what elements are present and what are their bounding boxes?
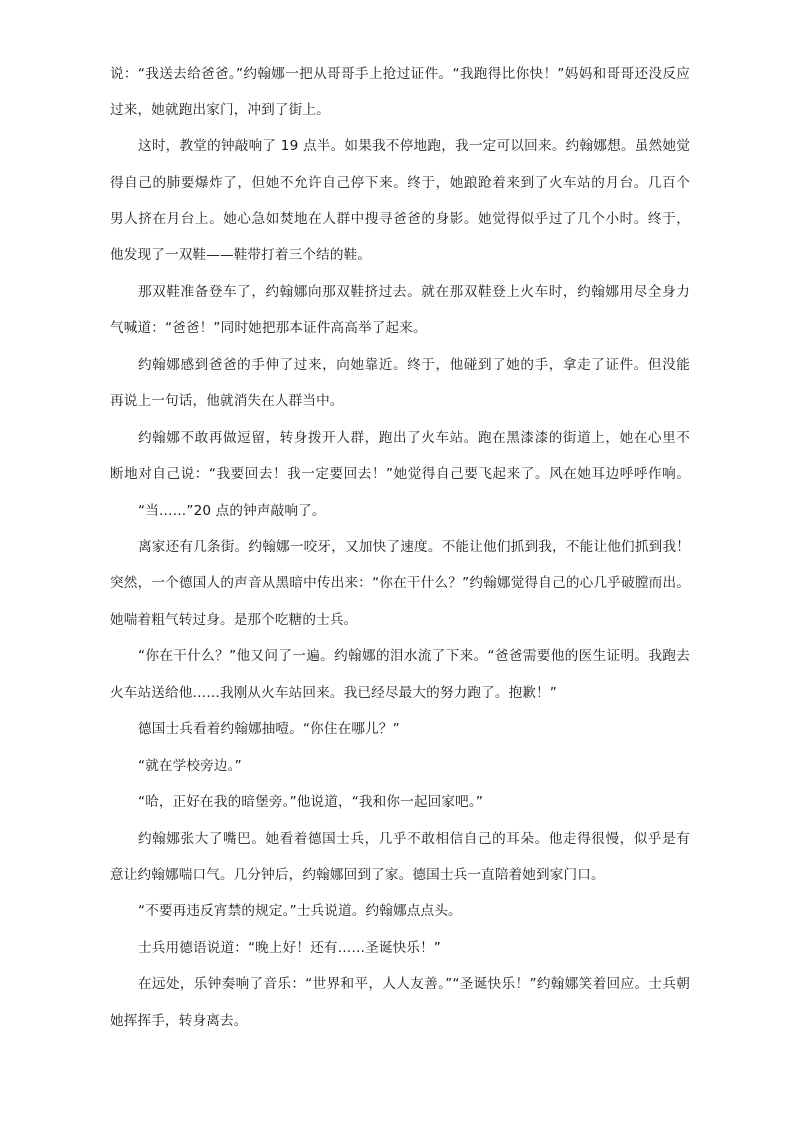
text-line: 德国士兵看着约翰娜抽噎。“你住在哪儿？” bbox=[138, 721, 400, 737]
text-line: 断地对自己说：“我要回去！我一定要回去！”她觉得自己要飞起来了。风在她耳边呼呼作响。 bbox=[110, 466, 690, 482]
text-line: 约翰娜不敢再做逗留，转身拨开人群，跑出了火车站。跑在黑漆漆的街道上，她在心里不 bbox=[138, 430, 690, 446]
text-line: 这时，教堂的钟敲响了 19 点半。如果我不停地跑，我一定可以回来。约翰娜想。虽然她觉 bbox=[138, 138, 690, 154]
text-line: 得自己的肺要爆炸了，但她不允许自己停下来。终于，她踉跄着来到了火车站的月台。几百个 bbox=[110, 175, 690, 191]
text-line: 意让约翰娜喘口气。几分钟后，约翰娜回到了家。德国士兵一直陪着她到家门口。 bbox=[110, 867, 605, 883]
text-line: 他发现了一双鞋——鞋带打着三个结的鞋。 bbox=[110, 247, 372, 263]
text-line: 突然，一个德国人的声音从黑暗中传出来：“你在干什么？”约翰娜觉得自己的心几乎破膛而出。 bbox=[110, 575, 690, 591]
text-line: 说：“我送去给爸爸。”约翰娜一把从哥哥手上抢过证件。“我跑得比你快！”妈妈和哥哥还没反应 bbox=[110, 66, 690, 82]
text-line: 火车站送给他……我刚从火车站回来。我已经尽最大的努力跑了。抱歉！” bbox=[110, 685, 557, 701]
text-line: 她挥挥手，转身离去。 bbox=[110, 1013, 248, 1029]
text-line: 过来，她就跑出家门，冲到了街上。 bbox=[110, 102, 330, 118]
text-line: 士兵用德语说道：“晚上好！还有……圣诞快乐！” bbox=[138, 940, 442, 956]
text-line: 男人挤在月台上。她心急如焚地在人群中搜寻爸爸的身影。她觉得似乎过了几个小时。终于， bbox=[110, 211, 690, 227]
text-line: “就在学校旁边。” bbox=[138, 758, 242, 774]
text-line: “当……”20 点的钟声敲响了。 bbox=[138, 503, 326, 519]
text-line: 在远处，乐钟奏响了音乐：“世界和平，人人友善。”“圣诞快乐！”约翰娜笑着回应。士兵朝 bbox=[138, 976, 690, 992]
text-line: 她喘着粗气转过身。是那个吃糖的士兵。 bbox=[110, 612, 358, 628]
text-line: “哈，正好在我的暗堡旁。”他说道，“我和你一起回家吧。” bbox=[138, 794, 484, 810]
text-line: 约翰娜感到爸爸的手伸了过来，向她靠近。终于，他碰到了她的手，拿走了证件。但没能 bbox=[138, 357, 690, 373]
text-line: 离家还有几条街。约翰娜一咬牙，又加快了速度。不能让他们抓到我，不能让他们抓到我！ bbox=[138, 539, 690, 555]
text-line: 气喊道：“爸爸！”同时她把那本证件高高举了起来。 bbox=[110, 320, 427, 336]
text-line: 那双鞋准备登车了，约翰娜向那双鞋挤过去。就在那双鞋登上火车时，约翰娜用尽全身力 bbox=[138, 284, 690, 300]
text-line: “你在干什么？”他又问了一遍。约翰娜的泪水流了下来。“爸爸需要他的医生证明。我跑去 bbox=[138, 648, 690, 664]
text-line: 再说上一句话，他就消失在人群当中。 bbox=[110, 393, 344, 409]
text-line: 约翰娜张大了嘴巴。她看着德国士兵，几乎不敢相信自己的耳朵。他走得很慢，似乎是有 bbox=[138, 831, 690, 847]
text-line: “不要再违反宵禁的规定。”士兵说道。约翰娜点点头。 bbox=[138, 903, 462, 919]
